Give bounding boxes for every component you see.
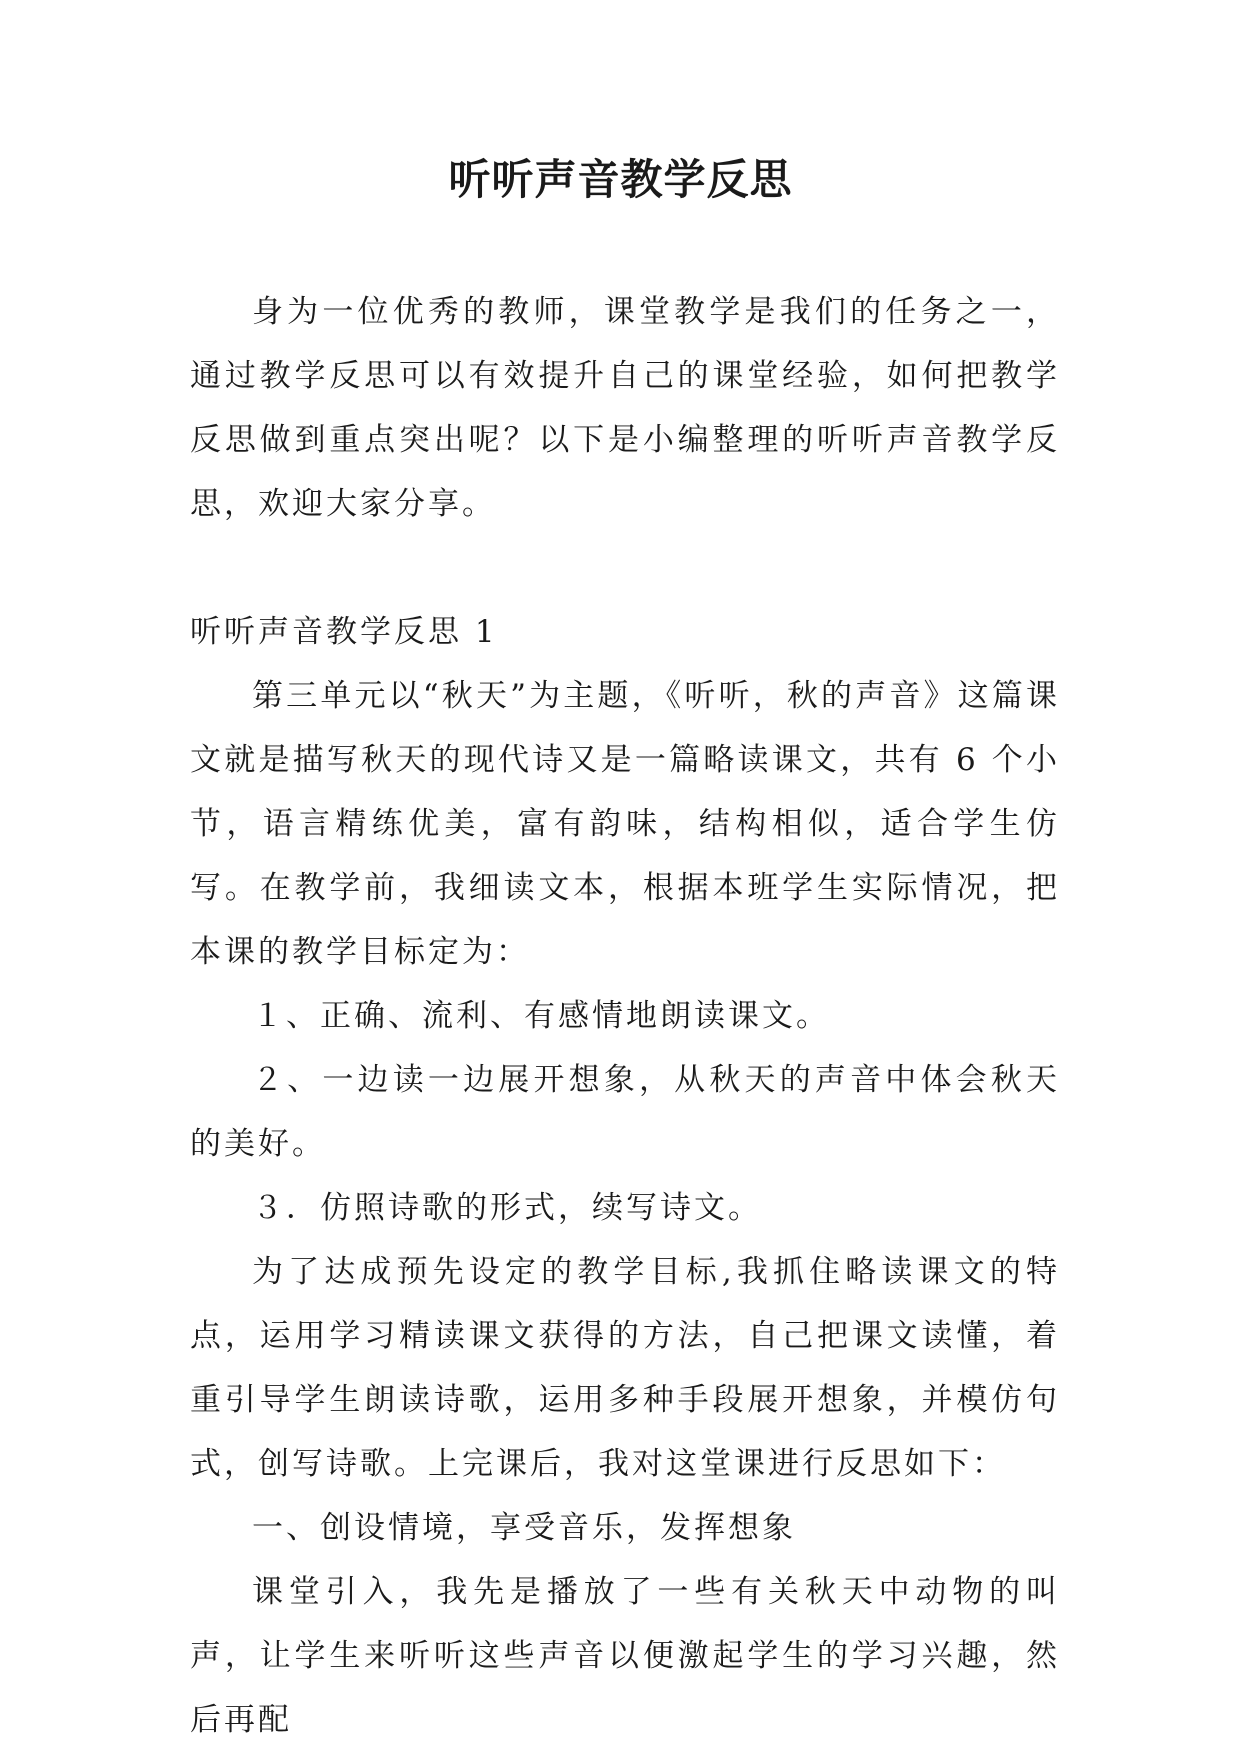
paragraph-spacer xyxy=(190,536,1060,600)
goal-item-3: ３．仿照诗歌的形式，续写诗文。 xyxy=(252,1190,762,1226)
body-paragraph: 课堂引入，我先是播放了一些有关秋天中动物的叫声，让学生来听听这些声音以便激起学生的学习兴趣，然后再配 xyxy=(190,1574,1060,1738)
intro-paragraph: 身为一位优秀的教师，课堂教学是我们的任务之一，通过教学反思可以有效提升自己的课堂经验，如何把教学反思做到重点突出呢？以下是小编整理的听听声音教学反思，欢迎大家分享。 xyxy=(190,294,1060,522)
body-paragraph: 第三单元以“秋天”为主题，《听听，秋的声音》这篇课文就是描写秋天的现代诗又是一篇略读课文，共有 6 个小节，语言精练优美，富有韵味，结构相似，适合学生仿写。在教学前，我细读文本，根据本班学生实际情况，把本课的教学目标定为： xyxy=(190,678,1060,970)
body-paragraph: 为了达成预先设定的教学目标,我抓住略读课文的特点，运用学习精读课文获得的方法，自己把课文读懂，着重引导学生朗读诗歌，运用多种手段展开想象，并模仿句式，创写诗歌。上完课后，我对这堂课进行反思如下： xyxy=(190,1254,1060,1482)
section-heading: 听听声音教学反思 1 xyxy=(190,614,498,650)
goal-item-2: ２、一边读一边展开想象，从秋天的声音中体会秋天的美好。 xyxy=(190,1062,1060,1162)
goal-item-1: １、正确、流利、有感情地朗读课文。 xyxy=(252,998,830,1034)
subheading: 一、创设情境，享受音乐，发挥想象 xyxy=(252,1510,796,1546)
document-body xyxy=(190,280,1060,1752)
document-title: 听听声音教学反思 xyxy=(448,155,793,204)
